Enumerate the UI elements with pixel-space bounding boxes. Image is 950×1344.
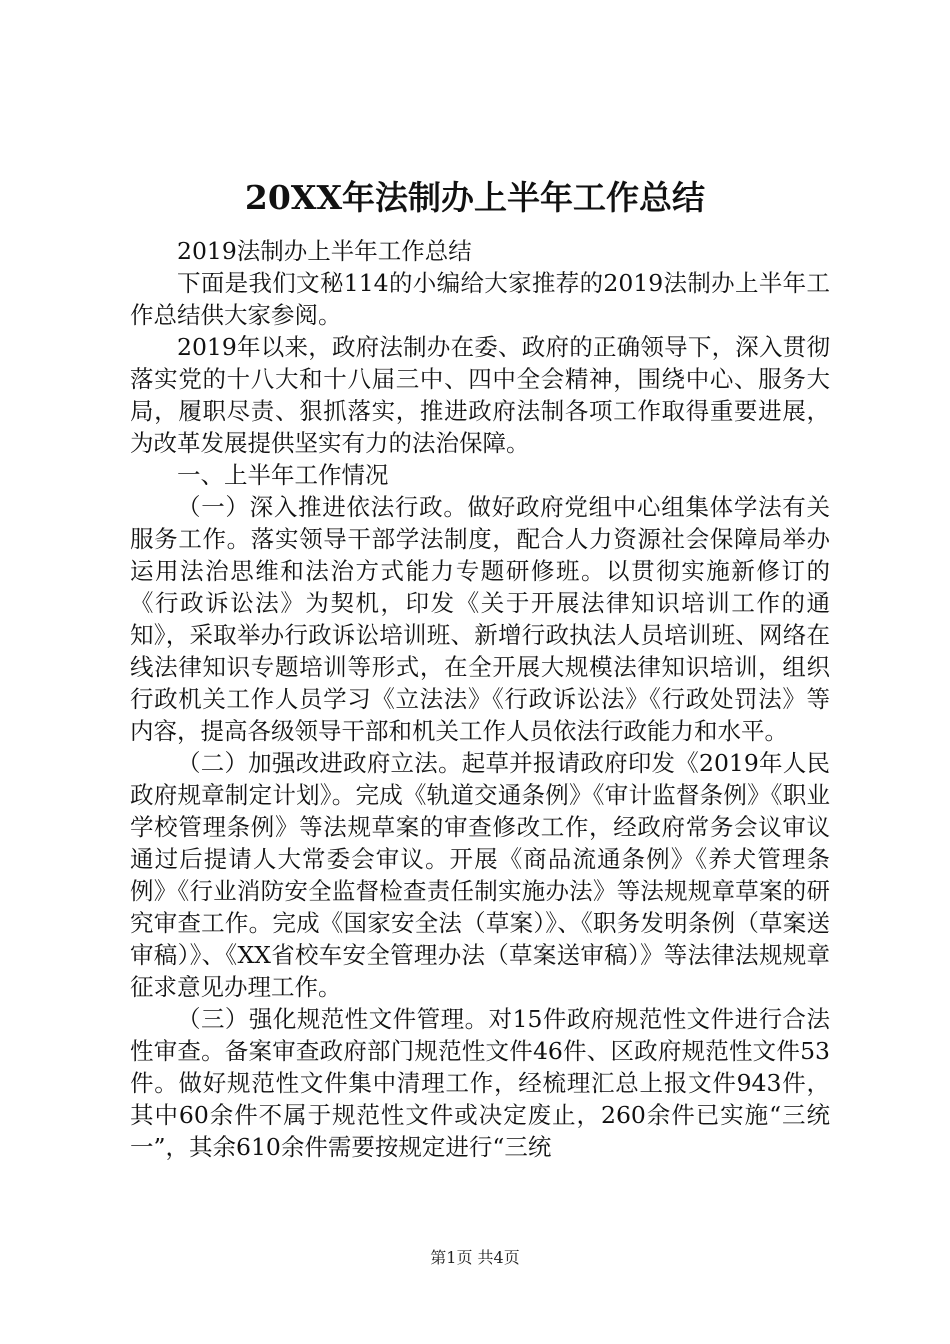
paragraph-overview: 2019年以来，政府法制办在委、政府的正确领导下，深入贯彻落实党的十八大和十八届三中、四中全会精神，围绕中心、服务大局，履职尽责、狠抓落实，推进政府法制各项工作取得重要进展，为改革发展提供坚实有力的法治保障。 (130, 333, 830, 457)
paragraph-item-2: （二）加强改进政府立法。起草并报请政府印发《2019年人民政府规章制定计划》。完成《轨道交通条例》《审计监督条例》《职业学校管理条例》等法规草案的审查修改工作，经政府常务会议审议通过后提请人大常委会审议。开展《商品流通条例》《养犬管理条例》《行业消防安全监督检查责任制实施办法》等法规规章草案的研究审查工作。完成《国家安全法（草案）》、《职务发明条例（草案送审稿）》、《XX省校车安全管理办法（草案送审稿）》等法律法规规章征求意见办理工作。 (130, 749, 830, 1001)
document-title: 20XX年法制办上半年工作总结 (244, 178, 706, 217)
paragraph-subtitle: 2019法制办上半年工作总结 (177, 237, 472, 265)
paragraph-intro: 下面是我们文秘114的小编给大家推荐的2019法制办上半年工作总结供大家参阅。 (130, 269, 830, 329)
paragraph-item-3: （三）强化规范性文件管理。对15件政府规范性文件进行合法性审查。备案审查政府部门规范性文件46件、区政府规范性文件53件。做好规范性文件集中清理工作，经梳理汇总上报文件943件，其中60余件不属于规范性文件或决定废止，260余件已实施“三统一”，其余610余件需要按规定进行“三统 (130, 1005, 830, 1161)
page-number-footer: 第1页 共4页 (430, 1248, 520, 1267)
paragraph-item-1: （一）深入推进依法行政。做好政府党组中心组集体学法有关服务工作。落实领导干部学法制度，配合人力资源社会保障局举办运用法治思维和法治方式能力专题研修班。以贯彻实施新修订的《行政诉讼法》为契机，印发《关于开展法律知识培训工作的通知》，采取举办行政诉讼培训班、新增行政执法人员培训班、网络在线法律知识专题培训等形式，在全开展大规模法律知识培训，组织行政机关工作人员学习《立法法》《行政诉讼法》《行政处罚法》等内容，提高各级领导干部和机关工作人员依法行政能力和水平。 (130, 493, 830, 745)
section-heading: 一、上半年工作情况 (177, 461, 389, 489)
document-body (130, 235, 830, 1163)
